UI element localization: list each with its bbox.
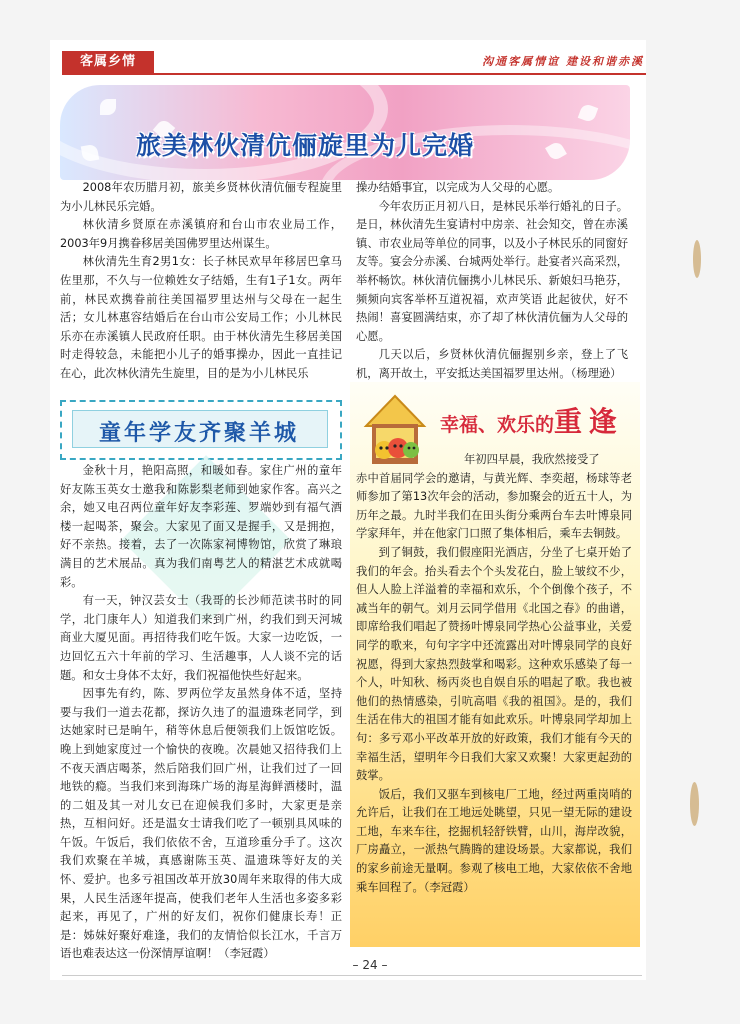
- article1-title: 旅美林伙清伉俪旋里为儿完婚: [136, 131, 475, 160]
- article3-paragraph: 饭后，我们又驱车到核电厂工地，经过两重岗哨的允许后，让我们在工地远处眺望，只见一望无际的建设工地，车来车往，挖掘机轻舒铁臂，山川，海岸改貌，厂房矗立，一派热气腾腾的建设场景。大家都说，我们的家乡前途无量啊。参观了核电工地，大家依依不舍地乘车回程了。（李冠霞）: [356, 787, 632, 894]
- article1-right-column: [356, 179, 628, 384]
- article2-column: [60, 462, 342, 964]
- article3-title-char: 逢: [588, 405, 617, 438]
- petal-icon: [100, 99, 116, 115]
- article3-column: [356, 451, 632, 897]
- article3-title-prefix: 幸福、欢乐的: [440, 414, 555, 436]
- article2-paragraph: 有一天，钟汉芸女士（我哥的长沙师范读书时的同学，北门康年人）知道我们来到广州，约我们到天河城商业大厦见面。再招待我们吃午饭。大家一边吃饭，一边回忆五六十年前的学习、生活趣事，人人谈不完的话题。和女士身体不太好，我们祝福他快些好起来。: [60, 594, 342, 682]
- article2-title: 童年学友齐聚羊城: [99, 421, 300, 446]
- article1-paragraph: 林伙清乡贤原在赤溪镇府和台山市农业局工作，2003年9月携眷移居美国佛罗里达州谋生。: [60, 218, 342, 250]
- article1-paragraph: 几天以后，乡贤林伙清伉俪握别乡亲，登上了飞机，离开故土，平安抵达美国福罗里达州。（杨理逊）: [356, 348, 628, 380]
- paper-stain: [693, 240, 701, 278]
- footer-rule: [62, 975, 642, 976]
- article2-paragraph: 金秋十月，艳阳高照，和暖如春。家住广州的童年好友陈玉英女士邀我和陈影梨老师到她家作客。高兴之余，她又电召两位童年好友李彩莲、罗端妙到有福气酒楼一起喝茶，聚会。大家见了面又是握手，又是拥抱，好不亲热。接着，去了一次陈家祠博物馆，欣赏了琳琅满目的艺术展品。真为我们南粤艺人的精湛艺术成就喝彩。: [60, 464, 342, 589]
- header-rule: [62, 73, 646, 75]
- article2-paragraph: 因事先有约，陈、罗两位学友虽然身体不适，坚持要与我们一道去花都，探访久违了的温遗珠老同学，到达她家时已是晌午，稍等休息后便领我们上饭馆吃饭。晚上到她家度过一个愉快的夜晚。次晨她又招待我们上不夜天酒店喝茶，然后陪我们回广州，让我们过了一回地铁的瘾。当我们来到海珠广场的海星海鲜酒楼时，温的二姐及其一对儿女已在迎候我们多时，大家更是亲热，互相问好。还是温女士请我们吃了一顿别具风味的午饭。午饭后，我们依依不舍，互道珍重分手了。这次我们欢聚在羊城，真感谢陈玉英、温遗珠等好友的关怀、爱护。也多亏祖国改革开放30周年来取得的伟大成果，人民生活逐年提高，使我们老年人生活也多姿多彩起来，再见了，广州的好友们，祝你们健康长寿！正是：姊妹好聚好难逢，我们的友情恰似长江水，千言万语也难表达这一份深情厚谊啊！（李冠霞）: [60, 687, 342, 961]
- petal-icon: [578, 103, 599, 124]
- article1-paragraph: 今年农历正月初八日，是林民乐举行婚礼的日子。是日，林伙清先生宴请村中房亲、社会知交，曾在赤溪镇、市农业局等单位的同事，以及小子林民乐的同窗好友等。宴会分赤溪、台城两处举行。赴宴者兴高采烈，举杯畅饮。林伙清伉俪携小儿林民乐、新娘妇马艳芬，频频向宾客举杯互道祝福，欢声笑语 此起彼伏，好不热闹！喜宴圆满结束，亦了却了林伙清伉俪为人父母的心愿。: [356, 199, 628, 343]
- article3-paragraph: 到了铜鼓，我们假座阳光酒店，分坐了七桌开始了我们的年会。抬头看去个个头发花白，脸上皱纹不少，但人人脸上洋溢着的幸福和欢乐，个个倒像个孩子，不减当年的朝气。刘月云同学借用《北国之春》的曲谱，即席给我们唱起了赞扬叶博泉同学热心公益事业，关爱同学的歌来，句句字字中还流露出对叶博泉同学的良好祝愿，得到大家热烈鼓掌和喝彩。这种欢乐感染了每一个人，叶知秋、杨丙炎也自娱自乐的唱起了歌。我也被他们的热情感染，引吭高唱《我的祖国》。是的，我们生活在伟大的祖国才能有如此欢乐。叶博泉同学却加上句：多亏邓小平改革开放的好政策，我们才能有今天的幸福生活，望明年今日我们大家又欢聚！大家更起劲的鼓掌。: [356, 545, 632, 783]
- article1-paragraph: 林伙清先生育2男1女：长子林民欢早年移居巴拿马佐里那，不久与一位赖姓女子结婚，生有1子1女。两年前，林民欢携眷前往美国福罗里达州与父母在一起生活；女儿林惠容结婚后在台山市公安局工作；小儿林民乐亦在赤溪镇人民政府任职。由于林伙清先生移居美国时走得较急，未能把小儿子的婚事操办，因此一直挂记在心，此次林伙清先生旋里，目的是为小儿林民乐: [60, 255, 342, 380]
- section-tag: 客属乡情: [62, 51, 154, 73]
- article1-paragraph: 操办结婚事宜，以完成为人父母的心愿。: [356, 181, 560, 194]
- article3-first-line: 年初四早晨，我欣然接受了: [464, 453, 600, 466]
- article1-paragraph: 2008年农历腊月初，旅美乡贤林伙清伉俪专程旋里为小儿林民乐完婚。: [60, 181, 342, 213]
- article3-paragraph: 赤中首届同学会的邀请，与黄光辉、李奕超，杨球等老师参加了第13次年会的活动，参加聚会的近五十人，为历年之最。九时半我们在田头街分乘两台车去叶博泉同学家拜年，并在他家门口照了集体相后，乘车去铜鼓。: [356, 471, 632, 541]
- header-slogan: 沟通客属情谊 建设和谐赤溪: [482, 55, 644, 68]
- article3-title-char: 重: [554, 405, 583, 438]
- article2-title-inner: [72, 410, 328, 448]
- page-number: – 24 –: [352, 958, 388, 972]
- article3-title: [440, 400, 617, 440]
- article2-title-box: [60, 400, 342, 460]
- article1-left-column: [60, 179, 342, 384]
- paper-stain: [690, 782, 699, 826]
